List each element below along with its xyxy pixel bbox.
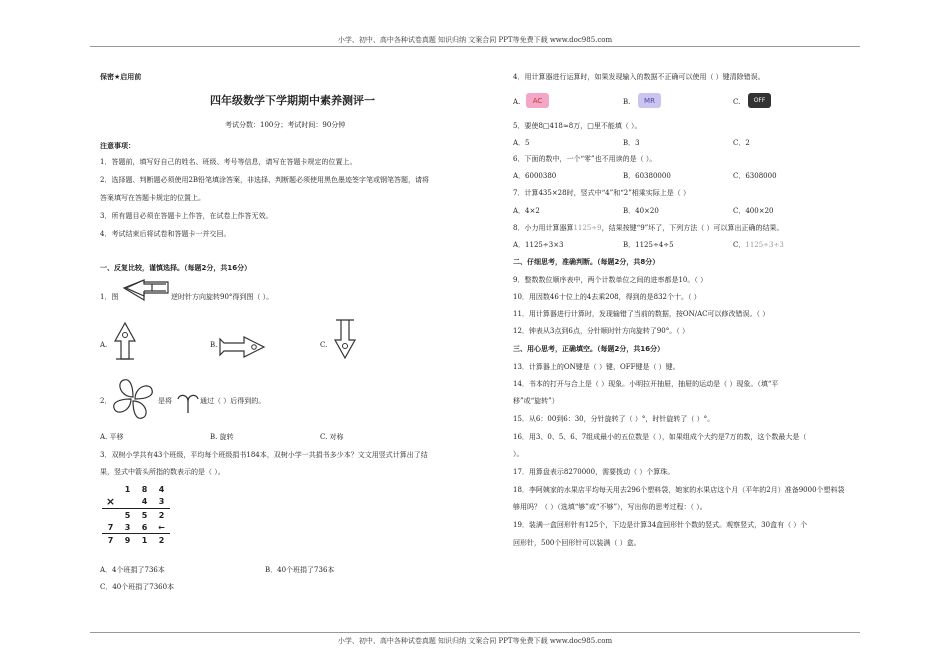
calc-cell: 4 bbox=[158, 484, 165, 494]
q5-option-a: A．5 bbox=[513, 139, 530, 147]
q2-option-b: B. 旋转 bbox=[210, 433, 234, 441]
q8-stem bbox=[513, 224, 783, 232]
q11: 11．用计算器进行计算时，发现输错了当前的数据，按ON/AC可以修改错误。（ ） bbox=[513, 310, 770, 318]
calc-cell: × bbox=[105, 495, 116, 508]
calc-cell: 1 bbox=[124, 484, 131, 494]
q19-line-1: 19．装满一盒回形针有125个，下边是计算34盒回形针个数的竖式。观察竖式，30盒有（ ）个 bbox=[513, 521, 808, 529]
q15: 15．从6：00到6：30，分针旋转了（ ）°，时针旋转了（ ）°。 bbox=[513, 415, 715, 423]
q2-clover-figure bbox=[110, 376, 156, 422]
q2-prefix: 2． bbox=[100, 397, 112, 405]
calc-cell: 7 bbox=[107, 535, 114, 545]
q2-middle: 是将 bbox=[158, 397, 172, 405]
q12: 12．钟表从3点到6点，分针顺时针方向旋转了90°。（ ） bbox=[513, 327, 689, 335]
calc-cell: 3 bbox=[124, 522, 131, 532]
section-2-title: 二、仔细思考，准确判断。（每题2分，共8分） bbox=[513, 258, 660, 266]
q4-option-b-label: B. bbox=[623, 98, 631, 106]
q18-line-1: 18．李阿姨家的水果店平均每天用去296个塑料袋，她家的水果店这个月（平年的2月）准备9000个塑料袋 bbox=[513, 486, 845, 494]
q4-option-a-label: A. bbox=[513, 98, 521, 106]
secret-mark: 保密★启用前 bbox=[100, 73, 142, 81]
notice-2: 2．选择题、判断题必须使用2B铅笔填涂答案，非选择、判断题必须使用黑色墨迹签字笔或钢笔答题，请将 bbox=[100, 176, 430, 184]
q1-option-a-figure bbox=[112, 321, 138, 363]
exam-info: 考试分数：100分；考试时间：90分钟 bbox=[225, 121, 346, 129]
section-1-title: 一、反复比较，谨慎选择。（每题2分，共16分） bbox=[100, 264, 252, 272]
q1-option-c-figure bbox=[332, 318, 358, 360]
q7-option-a: A．4×2 bbox=[513, 207, 540, 215]
calc-row bbox=[102, 495, 170, 509]
q8-prefix: 8．小力用计算器算 bbox=[513, 224, 574, 232]
q14-line-2: 移”或“旋转”） bbox=[513, 397, 559, 405]
q2-option-c: C. 对称 bbox=[320, 433, 344, 441]
q8-suffix: ，结果按键“9”坏了，下列方法（ ）可以算出正确的结果。 bbox=[601, 224, 784, 232]
section-3-title: 三、用心思考，正确填空。（每题2分，共16分） bbox=[513, 345, 665, 353]
calc-cell: 6 bbox=[141, 522, 148, 532]
calc-cell: 2 bbox=[158, 535, 165, 545]
q2-suffix: 通过（ ）后得到的。 bbox=[200, 397, 266, 405]
calc-arrow: ← bbox=[158, 522, 165, 532]
q13: 13．计算器上的ON键是（ ）键，OFF键是（ ）键。 bbox=[513, 363, 680, 371]
notice-3: 3．所有题目必须在答题卡上作答，在试卷上作答无效。 bbox=[100, 212, 273, 220]
calc-row bbox=[102, 521, 170, 534]
ac-key-icon: AC bbox=[526, 93, 549, 108]
q2-option-a: A. 平移 bbox=[100, 433, 124, 441]
calc-cell: 5 bbox=[124, 510, 131, 520]
calc-cell bbox=[102, 483, 119, 495]
q5-option-b: B．3 bbox=[623, 139, 640, 147]
paper-title: 四年级数学下学期期中素养测评一 bbox=[210, 94, 375, 107]
notice-1: 1．答题前，填写好自己的姓名、班级、考号等信息，请写在答题卡规定的位置上。 bbox=[100, 158, 357, 166]
q8-expression: 1125÷9 bbox=[573, 224, 602, 232]
page-footer: 小学、初中、高中各种试卷真题 知识归纳 文案合同 PPT等免费下载 www.doc985.com bbox=[337, 637, 613, 645]
q17: 17．用算盘表示8270000，需要拨动（ ）个算珠。 bbox=[513, 468, 675, 476]
q1-arrow-figure bbox=[122, 278, 170, 304]
q4-stem: 4．用计算器进行运算时，如果发现输入的数据不正确可以使用（ ）键清除错误。 bbox=[513, 73, 765, 81]
q8-option-b: B．1125÷4÷5 bbox=[623, 241, 674, 249]
calc-cell: 1 bbox=[141, 535, 148, 545]
q14-line-1: 14．书本的打开与合上是（ ）现象。小明拉开抽屉，抽屉的运动是（ ）现象。（填“平 bbox=[513, 380, 779, 388]
calc-cell: 8 bbox=[141, 484, 148, 494]
footer-rule bbox=[90, 632, 860, 633]
q1-suffix: 逆时针方向旋转90°得到图（ ）。 bbox=[171, 293, 274, 301]
calc-cell bbox=[102, 509, 119, 522]
q8-option-c-label: C． bbox=[733, 241, 746, 249]
q5-option-c: C．2 bbox=[733, 139, 750, 147]
q5-stem: 5．要使8□418≈8万，□里不能填（ ）。 bbox=[513, 122, 642, 130]
calc-row bbox=[102, 534, 170, 547]
q7-option-b: B．40×20 bbox=[623, 207, 659, 215]
mr-key-icon: MR bbox=[638, 93, 661, 108]
calc-cell: 5 bbox=[141, 510, 148, 520]
q4-option-c-label: C. bbox=[733, 98, 741, 106]
q8-option-c-expression: 1125÷3÷3 bbox=[745, 241, 784, 249]
q9: 9．整数数位顺序表中，两个计数单位之间的进率都是10。（ ） bbox=[513, 276, 708, 284]
calc-cell: 3 bbox=[158, 497, 165, 506]
q3-option-a: A．4个班捐了736本 bbox=[100, 566, 165, 574]
q10: 10．用因数46十位上的4去乘208，得到的是832个十。（ ） bbox=[513, 293, 701, 301]
q1-option-a-label: A. bbox=[100, 341, 108, 349]
q6-option-a: A．6000380 bbox=[513, 172, 557, 180]
notice-title: 注意事项： bbox=[100, 142, 135, 150]
q1-option-b-figure bbox=[218, 335, 266, 359]
q7-option-c: C．400×20 bbox=[733, 207, 774, 215]
q6-stem: 6．下面的数中，一个“零”也不用读的是（ ）。 bbox=[513, 155, 657, 163]
q3-vertical-calc bbox=[102, 483, 170, 546]
q1-option-b-label: B. bbox=[210, 341, 218, 349]
q3-option-b: B．40个班捐了736本 bbox=[265, 566, 335, 574]
calc-row bbox=[102, 509, 170, 522]
calc-cell bbox=[119, 495, 136, 509]
page-header: 小学、初中、高中各种试卷真题 知识归纳 文案合同 PPT等免费下载 www.doc985.com bbox=[337, 36, 613, 44]
notice-2-cont: 答案填写在答题卡规定的位置上。 bbox=[100, 194, 205, 202]
off-key-icon: OFF bbox=[748, 93, 771, 108]
q3-line-1: 3．双树小学共有43个班级，平均每个班级捐书184本，双树小学一共捐书多少本？文文用竖式计算出了结 bbox=[100, 451, 428, 459]
q8-option-a: A．1125÷3×3 bbox=[513, 241, 564, 249]
calc-cell: 2 bbox=[158, 510, 165, 520]
q2-petal-figure bbox=[176, 391, 200, 415]
header-rule bbox=[90, 46, 860, 47]
q6-option-b: B．60380000 bbox=[623, 172, 671, 180]
q1-option-c-label: C. bbox=[320, 341, 328, 349]
q18-line-2: 够用吗？（ ）（选填“够”或“不够”），写出你的思考过程：（ ）。 bbox=[513, 503, 707, 511]
calc-cell: 7 bbox=[107, 522, 114, 532]
q1-prefix: 1．图 bbox=[100, 293, 119, 301]
q3-option-c: C．40个班捐了7360本 bbox=[100, 583, 175, 591]
q7-stem: 7．计算435×28时，竖式中“4”和“2”相乘实际上是（ ） bbox=[513, 189, 691, 197]
q16-line-2: ）。 bbox=[513, 450, 524, 458]
calc-cell: 4 bbox=[141, 497, 148, 506]
calc-cell: 9 bbox=[124, 535, 131, 545]
q19-line-2: 回形针，500个回形针可以装满（ ）盒。 bbox=[513, 539, 641, 547]
q16-line-1: 16．用3、0、5、6、7组成最小的五位数是（ ），如果组成个大约是7万的数，这个数最大是（ bbox=[513, 433, 807, 441]
q3-line-2: 果，竖式中箭头所指的数表示的是（ ）。 bbox=[100, 468, 225, 476]
notice-4: 4．考试结束后将试卷和答题卡一并交回。 bbox=[100, 230, 231, 238]
q6-option-c: C．6308000 bbox=[733, 172, 777, 180]
calc-row bbox=[102, 483, 170, 495]
q8-option-c bbox=[733, 241, 784, 249]
